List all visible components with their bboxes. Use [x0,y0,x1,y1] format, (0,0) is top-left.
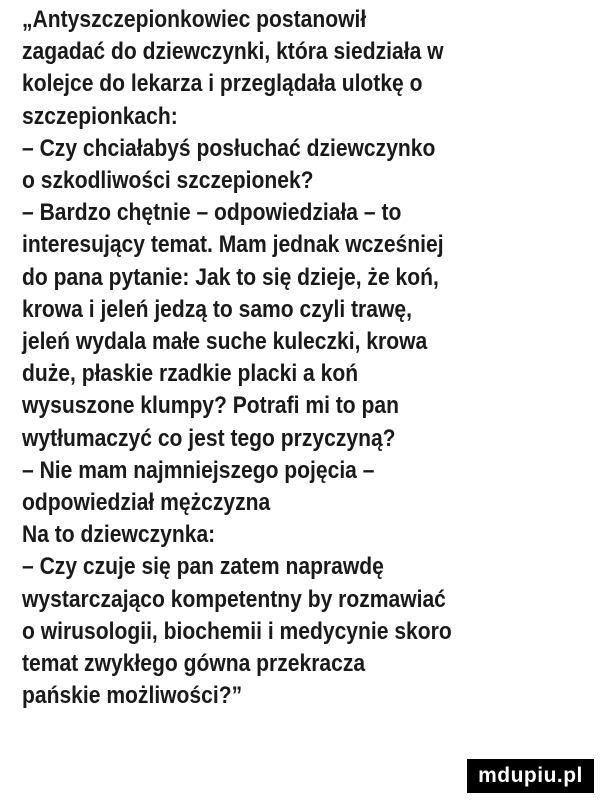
story-line: temat zwykłego gówna przekracza [22,650,366,678]
story-line: duże, płaskie rzadkie placki a koń [22,360,359,388]
story-line: wystarczająco kompetentny by rozmawiać [22,585,446,613]
story-line: kolejce do lekarza i przeglądała ulotkę o [22,70,423,98]
story-line: wytłumaczyć co jest tego przyczyną? [22,424,396,452]
story-line: – Czy chciałabyś posłuchać dziewczynko [22,134,436,162]
story-line: jeleń wydala małe suche kuleczki, krowa [22,328,428,356]
story-line: – Nie mam najmniejszego pojęcia – [22,456,375,484]
story-line: krowa i jeleń jedzą to samo czyli trawę, [22,295,412,323]
story-line: odpowiedział mężczyzna [22,489,271,517]
story-line: Na to dziewczynka: [22,521,216,549]
story-line: do pana pytanie: Jak to się dzieje, że koń, [22,263,439,291]
story-line: – Bardzo chętnie – odpowiedziała – to [22,199,402,227]
story-line: szczepionkach: [22,102,178,130]
story-line: pańskie możliwości?” [22,682,243,710]
story-text [22,4,592,712]
site-watermark [467,759,594,793]
watermark-text: mdupiu.pl [478,764,583,787]
story-line: zagadać do dziewczynki, która siedziała w [22,38,444,66]
story-line: interesujący temat. Mam jednak wcześniej [22,231,444,259]
story-line: o wirusologii, biochemii i medycynie skoro [22,617,452,645]
story-line: „Antyszczepionkowiec postanowił [22,6,367,33]
story-line: wysuszone klumpy? Potrafi mi to pan [22,392,399,420]
story-line: o szkodliwości szczepionek? [22,167,314,195]
story-line: – Czy czuje się pan zatem naprawdę [22,553,384,581]
